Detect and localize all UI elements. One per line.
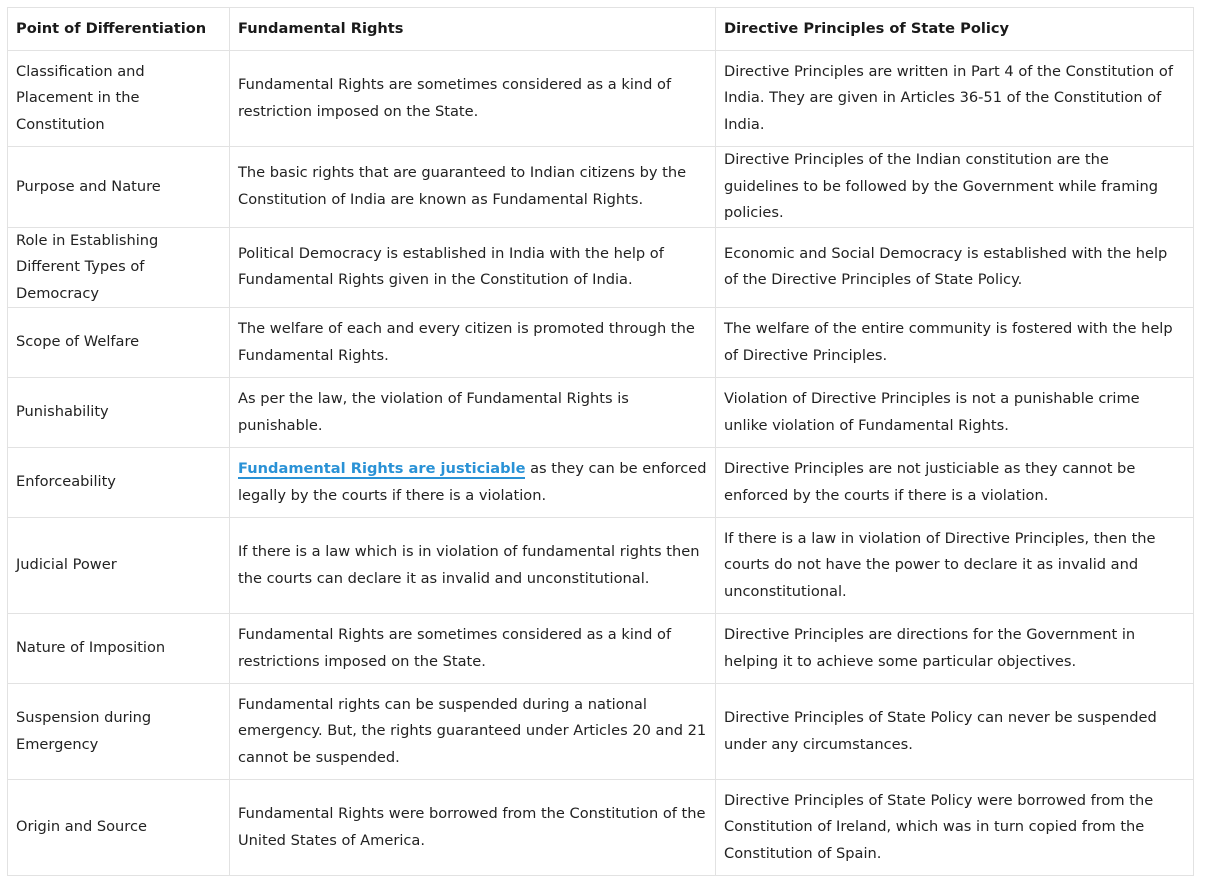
cell-point: Judicial Power bbox=[8, 518, 230, 614]
cell-point: Enforceability bbox=[8, 448, 230, 518]
table-header-row bbox=[8, 8, 1194, 51]
cell-point: Punishability bbox=[8, 378, 230, 448]
table-row bbox=[8, 518, 1194, 614]
table-row bbox=[8, 684, 1194, 780]
cell-directive-principles: Violation of Directive Principles is not a punishable crime unlike violation of Fundamental Rights. bbox=[716, 378, 1194, 448]
justiciable-link[interactable]: Fundamental Rights are justiciable bbox=[238, 460, 526, 477]
cell-point: Role in Establishing Different Types of Democracy bbox=[8, 227, 230, 308]
cell-point: Purpose and Nature bbox=[8, 147, 230, 228]
cell-fundamental-rights: Fundamental rights can be suspended during a national emergency. But, the rights guaranteed under Articles 20 and 21 cannot be suspended. bbox=[230, 684, 716, 780]
table-row bbox=[8, 51, 1194, 147]
cell-directive-principles: Directive Principles of the Indian constitution are the guidelines to be followed by the Government while framing policies. bbox=[716, 147, 1194, 228]
cell-point: Scope of Welfare bbox=[8, 308, 230, 378]
cell-directive-principles: Directive Principles are not justiciable as they cannot be enforced by the courts if there is a violation. bbox=[716, 448, 1194, 518]
cell-directive-principles: Directive Principles are directions for the Government in helping it to achieve some particular objectives. bbox=[716, 614, 1194, 684]
cell-fundamental-rights: Political Democracy is established in India with the help of Fundamental Rights given in the Constitution of India. bbox=[230, 227, 716, 308]
cell-fundamental-rights: The welfare of each and every citizen is promoted through the Fundamental Rights. bbox=[230, 308, 716, 378]
cell-fundamental-rights: If there is a law which is in violation of fundamental rights then the courts can declare it as invalid and unconstitutional. bbox=[230, 518, 716, 614]
cell-point: Classification and Placement in the Constitution bbox=[8, 51, 230, 147]
cell-point: Suspension during Emergency bbox=[8, 684, 230, 780]
table-row bbox=[8, 448, 1194, 518]
header-point: Point of Differentiation bbox=[8, 8, 230, 51]
cell-point: Nature of Imposition bbox=[8, 614, 230, 684]
table-row bbox=[8, 308, 1194, 378]
comparison-table bbox=[7, 7, 1194, 876]
cell-fundamental-rights: Fundamental Rights are sometimes considered as a kind of restriction imposed on the State. bbox=[230, 51, 716, 147]
cell-directive-principles: Economic and Social Democracy is established with the help of the Directive Principles of State Policy. bbox=[716, 227, 1194, 308]
cell-fundamental-rights: As per the law, the violation of Fundamental Rights is punishable. bbox=[230, 378, 716, 448]
cell-directive-principles: The welfare of the entire community is fostered with the help of Directive Principles. bbox=[716, 308, 1194, 378]
cell-text: as they can be enforced legally by the courts if there is a violation. bbox=[238, 460, 707, 504]
header-fundamental-rights: Fundamental Rights bbox=[230, 8, 716, 51]
cell-directive-principles: If there is a law in violation of Directive Principles, then the courts do not have the power to declare it as invalid and unconstitutional. bbox=[716, 518, 1194, 614]
cell-fundamental-rights bbox=[230, 448, 716, 518]
table-row bbox=[8, 147, 1194, 228]
cell-directive-principles: Directive Principles are written in Part 4 of the Constitution of India. They are given in Articles 36-51 of the Constitution of India. bbox=[716, 51, 1194, 147]
cell-fundamental-rights: Fundamental Rights are sometimes considered as a kind of restrictions imposed on the State. bbox=[230, 614, 716, 684]
cell-directive-principles: Directive Principles of State Policy can never be suspended under any circumstances. bbox=[716, 684, 1194, 780]
cell-point: Origin and Source bbox=[8, 780, 230, 876]
table-row bbox=[8, 614, 1194, 684]
cell-fundamental-rights: Fundamental Rights were borrowed from the Constitution of the United States of America. bbox=[230, 780, 716, 876]
cell-directive-principles: Directive Principles of State Policy were borrowed from the Constitution of Ireland, which was in turn copied from the Constitution of Spain. bbox=[716, 780, 1194, 876]
table-row bbox=[8, 378, 1194, 448]
table-row bbox=[8, 780, 1194, 876]
table-row bbox=[8, 227, 1194, 308]
header-directive-principles: Directive Principles of State Policy bbox=[716, 8, 1194, 51]
cell-fundamental-rights: The basic rights that are guaranteed to Indian citizens by the Constitution of India are known as Fundamental Rights. bbox=[230, 147, 716, 228]
